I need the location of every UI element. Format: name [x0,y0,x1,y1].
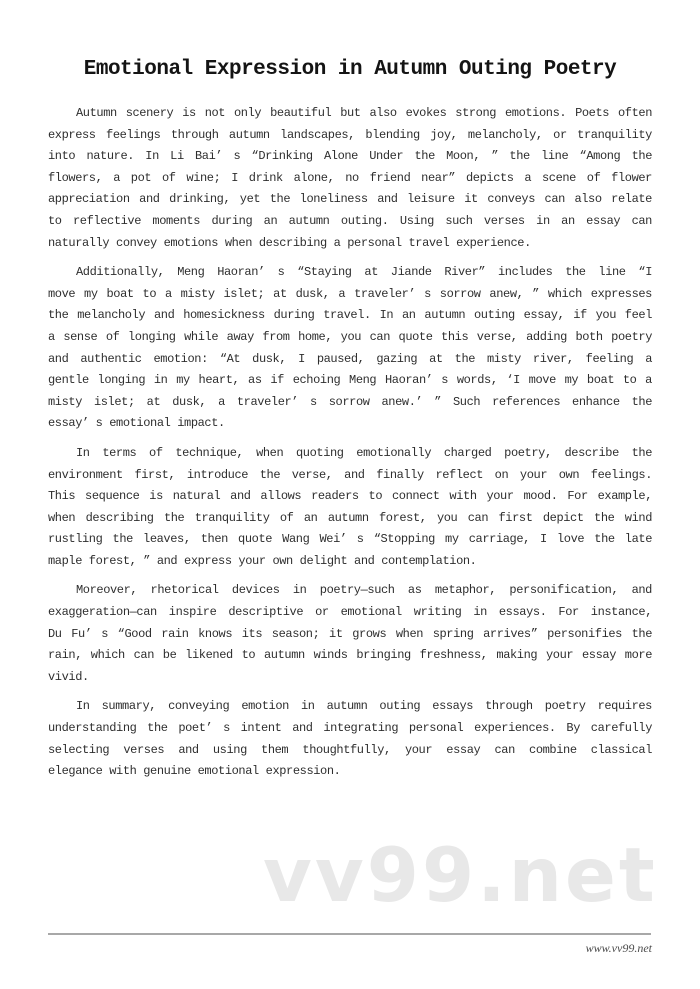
paragraph-line: This sequence is natural and allows readers to connect with your mood. For example, [48,489,652,504]
paragraph-line: rustling the leaves, then quote Wang Wei’ s “Stopping my carriage, I love the late [48,532,652,547]
paragraph-line: maple forest, ” and express your own delight and contemplation. [48,553,477,568]
paragraph-line: Moreover, rhetorical devices in poetry—such as metaphor, personification, and [76,583,652,598]
paragraph-line: flowers, a pot of wine; I drink alone, no friend near” depicts a scene of flower [48,170,652,185]
paragraph-line: environment first, introduce the verse, and finally reflect on your own feelings. [48,467,652,482]
paragraph-line: misty islet; at dusk, a traveler’ s sorrow anew.’ ” Such references enhance the [48,394,652,409]
paragraph-line: the melancholy and homesickness during travel. In an autumn outing essay, if you feel [48,308,652,323]
paragraph [48,262,652,435]
paragraph-line: appreciation and drinking, yet the loneliness and leisure it conveys can also relate [48,192,652,207]
paragraph-line: vivid. [48,669,89,684]
paragraph-line: rain, which can be likened to autumn winds bringing freshness, making your essay more [48,648,652,663]
document-body [48,103,652,783]
paragraph-line: Autumn scenery is not only beautiful but also evokes strong emotions. Poets often [76,106,652,120]
watermark: vv99.net [263,831,658,919]
footer-url: www.vv99.net [585,941,652,955]
paragraph-line: naturally convey emotions when describing a personal travel experience. [48,235,531,250]
paragraph-line: and authentic emotion: “At dusk, I paused, gazing at the misty river, feeling a [48,351,652,366]
paragraph-line: In terms of technique, when quoting emotionally charged poetry, describe the [76,445,652,460]
paragraph-line: when describing the tranquility of an autumn forest, you can first depict the wind [48,510,652,525]
page-title: Emotional Expression in Autumn Outing Poetry [83,58,617,81]
paragraph-line: a sense of longing while away from home, you can quote this verse, adding both poetry [48,329,652,344]
paragraph-line: Du Fu’ s “Good rain knows its season; it grows when spring arrives” personifies the [48,626,652,641]
paragraph-line: into nature. In Li Bai’ s “Drinking Alone Under the Moon, ” the line “Among the [48,149,652,164]
paragraph-line: exaggeration—can inspire descriptive or emotional writing in essays. For instance, [48,605,652,620]
paragraph [48,443,652,573]
footer-divider [48,933,651,935]
paragraph-line: express feelings through autumn landscapes, blending joy, melancholy, or tranquility [48,127,652,142]
paragraph-line: selecting verses and using them thoughtfully, your essay can combine classical [48,742,652,757]
paragraph-line: Additionally, Meng Haoran’ s “Staying at Jiande River” includes the line “I [76,265,652,280]
paragraph-line: elegance with genuine emotional expression. [48,764,341,779]
paragraph [48,103,652,254]
paragraph-line: essay’ s emotional impact. [48,416,225,431]
paragraph [48,696,652,782]
paragraph-line: to reflective moments during an autumn outing. Using such verses in an essay can [48,213,652,228]
paragraph-line: gentle longing in my heart, as if echoing Meng Haoran’ s words, ‘I move my boat to a [48,373,652,388]
paragraph [48,580,652,688]
paragraph-line: In summary, conveying emotion in autumn outing essays through poetry requires [76,699,652,714]
paragraph-line: move my boat to a misty islet; at dusk, a traveler’ s sorrow anew, ” which expresses [48,286,652,301]
paragraph-line: understanding the poet’ s intent and integrating personal experiences. By carefully [48,721,652,736]
